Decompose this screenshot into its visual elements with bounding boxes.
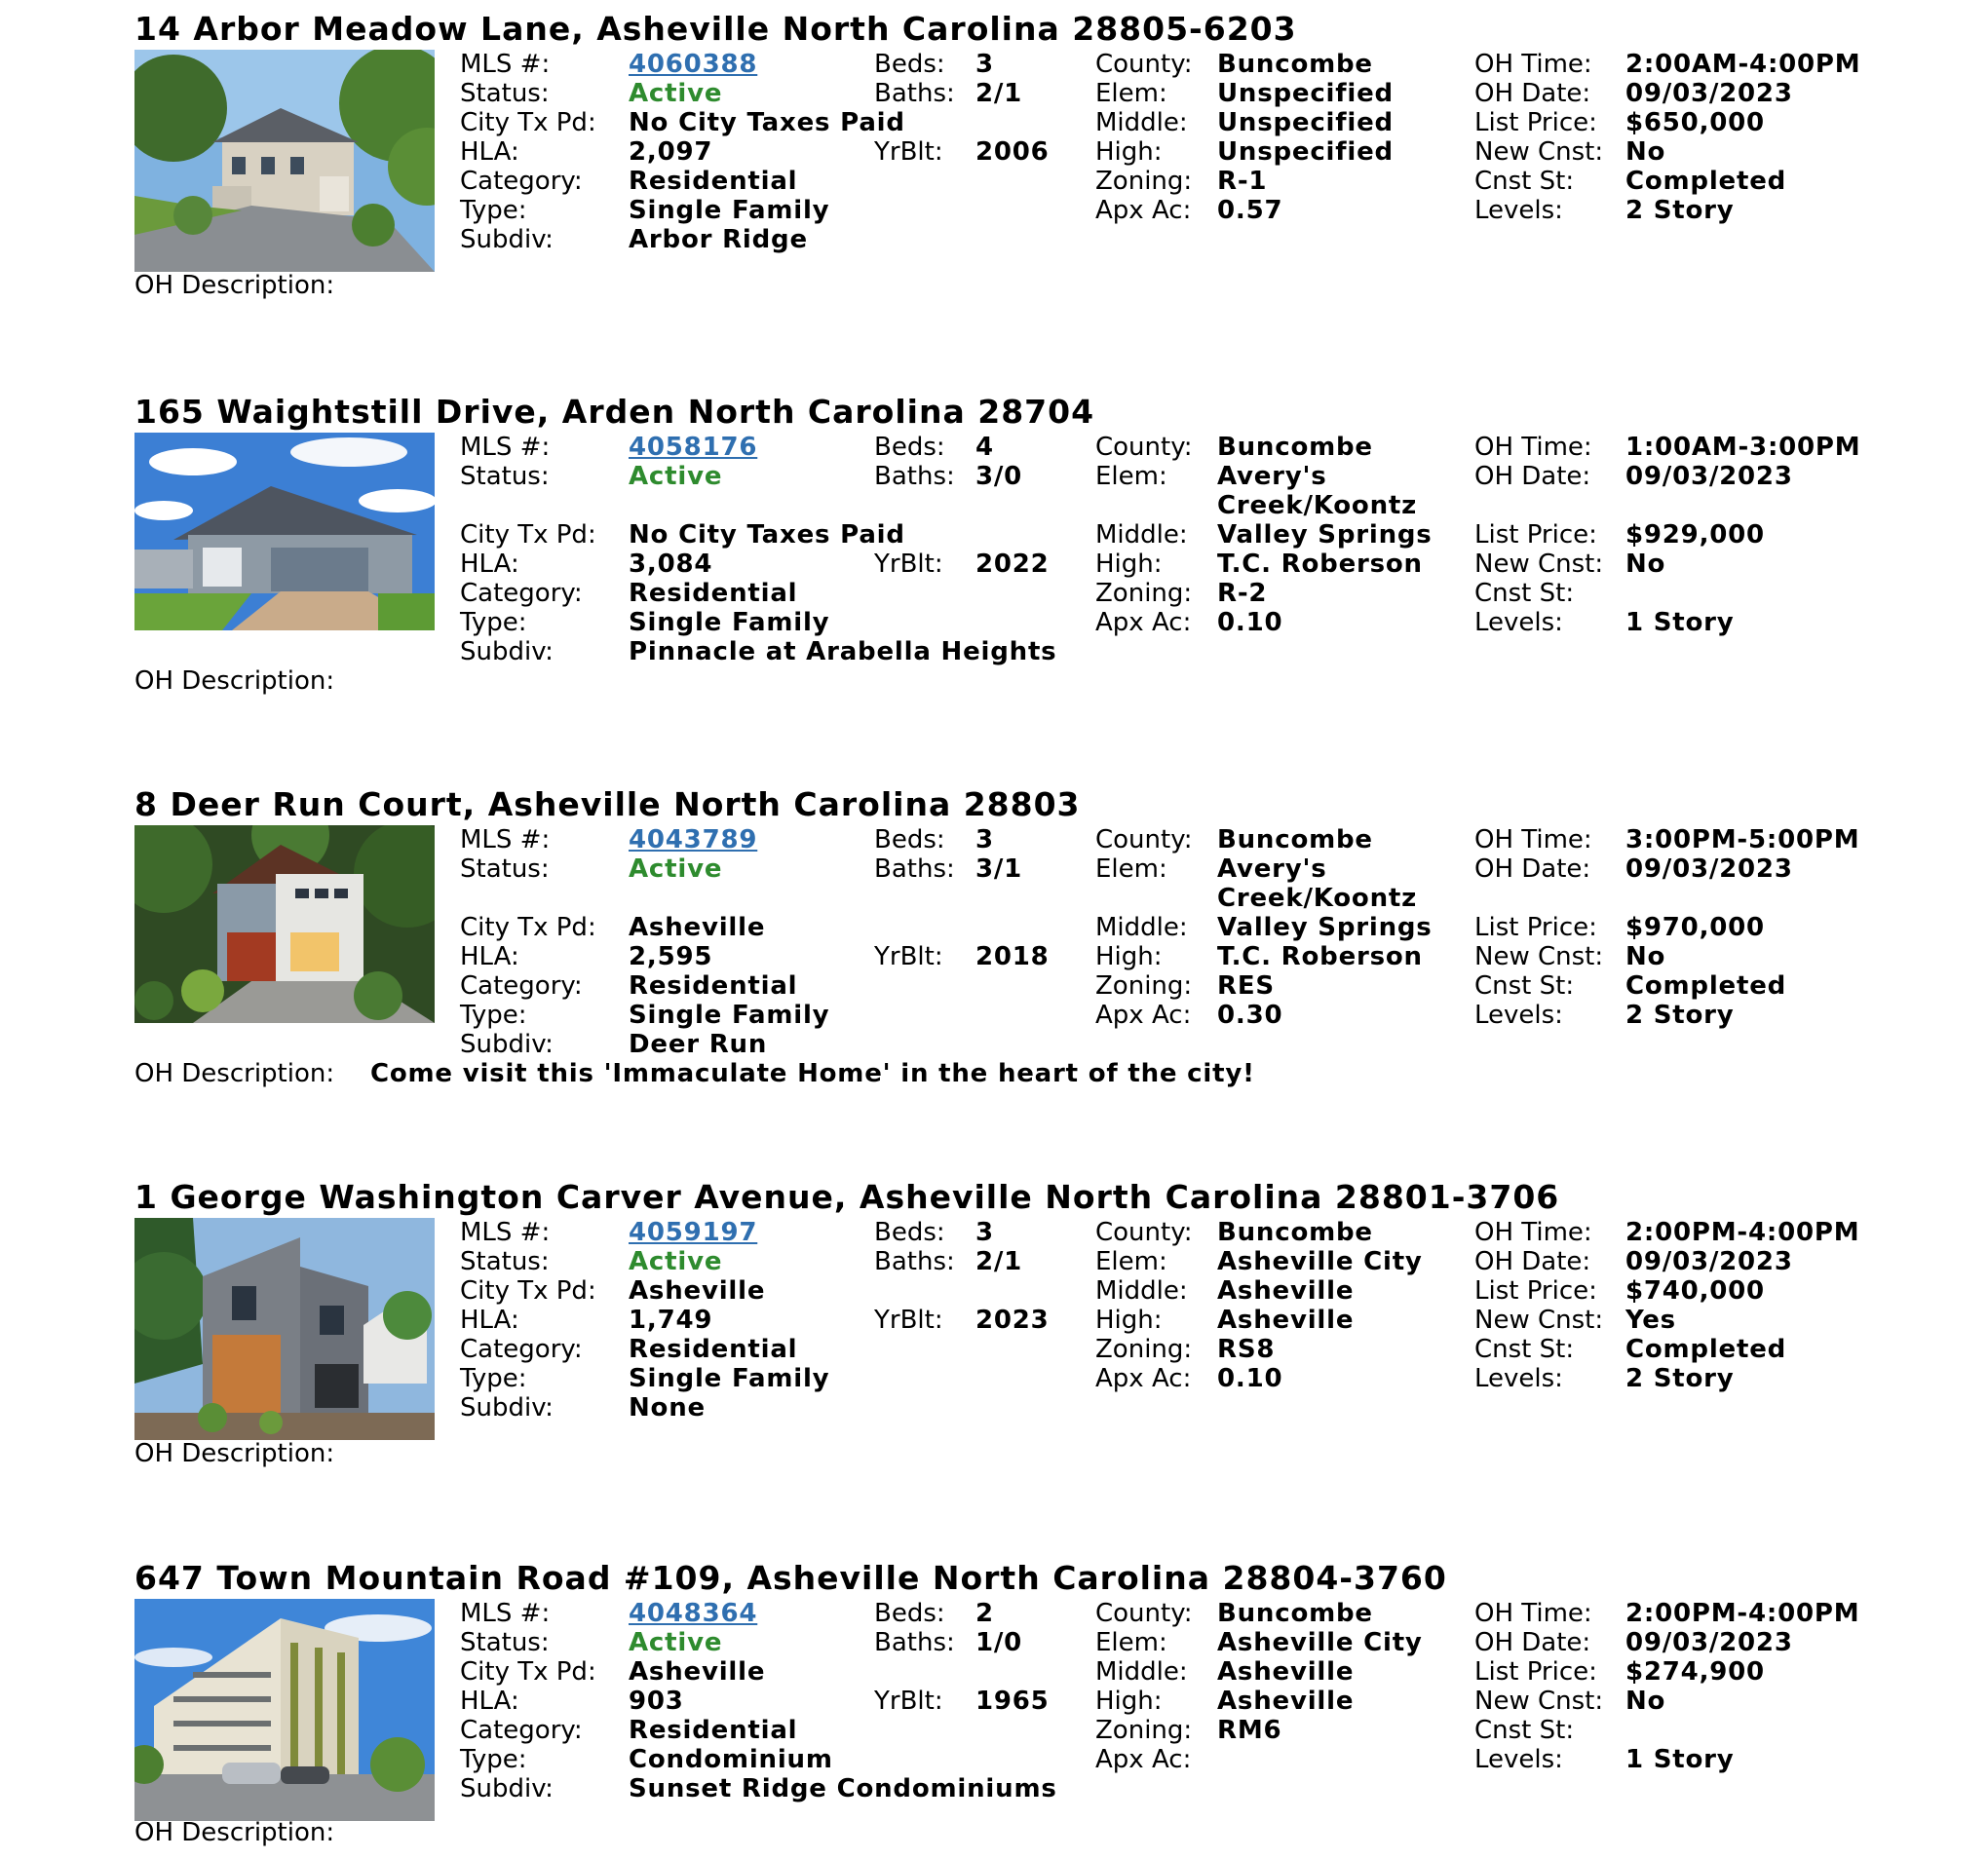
category-label: Category: [460, 1335, 583, 1364]
acres-label: Apx Ac: [1095, 196, 1192, 225]
oh-time-label: OH Time: [1474, 50, 1592, 79]
elem-value: Asheville City [1217, 1247, 1423, 1276]
hla-value: 3,084 [629, 550, 713, 579]
type-label: Type: [460, 196, 527, 225]
hla-label: HLA: [460, 1687, 519, 1716]
list-price-label: List Price: [1474, 108, 1597, 137]
list-price-value: $274,900 [1625, 1657, 1765, 1687]
cnst-st-label: Cnst St: [1474, 579, 1575, 608]
middle-value: Valley Springs [1217, 520, 1433, 550]
mls-label: MLS #: [460, 825, 551, 854]
yrblt-value: 2006 [975, 137, 1050, 167]
craftsman-house-blue-sky-photo [134, 433, 435, 630]
cnst-st-label: Cnst St: [1474, 1716, 1575, 1745]
new-cnst-label: New Cnst: [1474, 1687, 1604, 1716]
subdiv-value: Arbor Ridge [629, 225, 808, 254]
mls-number-link[interactable]: 4059197 [629, 1218, 758, 1247]
oh-time-value: 1:00AM-3:00PM [1625, 433, 1861, 462]
high-label: High: [1095, 1687, 1163, 1716]
middle-label: Middle: [1095, 108, 1188, 137]
county-value: Buncombe [1217, 825, 1373, 854]
listing-address: 647 Town Mountain Road #109, Asheville North Carolina 28804-3760 [134, 1559, 1447, 1597]
hla-label: HLA: [460, 137, 519, 167]
oh-date-value: 09/03/2023 [1625, 79, 1793, 108]
city-tax-label: City Tx Pd: [460, 1657, 596, 1687]
high-label: High: [1095, 137, 1163, 167]
oh-time-value: 2:00PM-4:00PM [1625, 1599, 1860, 1628]
zoning-value: RM6 [1217, 1716, 1282, 1745]
oh-time-value: 2:00AM-4:00PM [1625, 50, 1861, 79]
listing-photo[interactable] [134, 1218, 435, 1440]
beds-value: 3 [975, 1218, 994, 1247]
city-tax-value: Asheville [629, 1276, 766, 1306]
middle-value: Asheville [1217, 1657, 1355, 1687]
subdiv-label: Subdiv: [460, 637, 554, 666]
hla-label: HLA: [460, 1306, 519, 1335]
levels-label: Levels: [1474, 1001, 1563, 1030]
list-price-label: List Price: [1474, 520, 1597, 550]
cnst-st-value: Completed [1625, 971, 1787, 1001]
two-story-house-with-garage-photo [134, 50, 435, 272]
zoning-value: R-2 [1217, 579, 1268, 608]
yrblt-label: YrBlt: [874, 1687, 943, 1716]
new-cnst-value: No [1625, 137, 1666, 167]
cnst-st-label: Cnst St: [1474, 167, 1575, 196]
cnst-st-value: Completed [1625, 167, 1787, 196]
beds-label: Beds: [874, 50, 945, 79]
levels-label: Levels: [1474, 196, 1563, 225]
category-label: Category: [460, 1716, 583, 1745]
oh-description-label: OH Description: [134, 666, 335, 696]
category-value: Residential [629, 1716, 798, 1745]
subdiv-value: Deer Run [629, 1030, 768, 1059]
listing-address: 165 Waightstill Drive, Arden North Carolina 28704 [134, 393, 1095, 431]
list-price-value: $650,000 [1625, 108, 1765, 137]
beds-value: 3 [975, 825, 994, 854]
beds-label: Beds: [874, 1218, 945, 1247]
baths-label: Baths: [874, 854, 955, 884]
levels-label: Levels: [1474, 608, 1563, 637]
high-value: Asheville [1217, 1306, 1355, 1335]
oh-description-value: Come visit this 'Immaculate Home' in the heart of the city! [370, 1059, 1255, 1088]
beds-label: Beds: [874, 1599, 945, 1628]
levels-value: 2 Story [1625, 196, 1735, 225]
city-tax-value: No City Taxes Paid [629, 520, 905, 550]
levels-label: Levels: [1474, 1364, 1563, 1393]
oh-date-value: 09/03/2023 [1625, 1628, 1793, 1657]
county-value: Buncombe [1217, 433, 1373, 462]
listing-photo[interactable] [134, 433, 435, 630]
list-price-label: List Price: [1474, 1276, 1597, 1306]
subdiv-value: None [629, 1393, 706, 1423]
subdiv-label: Subdiv: [460, 1393, 554, 1423]
oh-date-value: 09/03/2023 [1625, 462, 1793, 491]
zoning-value: RES [1217, 971, 1275, 1001]
zoning-value: R-1 [1217, 167, 1268, 196]
oh-date-label: OH Date: [1474, 854, 1591, 884]
city-tax-value: Asheville [629, 913, 766, 942]
listing-address: 8 Deer Run Court, Asheville North Carolina 28803 [134, 785, 1081, 823]
zoning-label: Zoning: [1095, 167, 1193, 196]
elem-value: Asheville City [1217, 1628, 1423, 1657]
acres-label: Apx Ac: [1095, 1364, 1192, 1393]
elem-label: Elem: [1095, 1247, 1167, 1276]
status-value: Active [629, 854, 723, 884]
hla-value: 2,595 [629, 942, 713, 971]
type-label: Type: [460, 608, 527, 637]
yrblt-label: YrBlt: [874, 942, 943, 971]
new-cnst-value: No [1625, 550, 1666, 579]
listing-photo[interactable] [134, 1599, 435, 1821]
listing-card [134, 10, 1947, 302]
high-label: High: [1095, 550, 1163, 579]
oh-time-label: OH Time: [1474, 433, 1592, 462]
elem-value-line2: Creek/Koontz [1217, 491, 1418, 520]
baths-value: 3/0 [975, 462, 1023, 491]
middle-label: Middle: [1095, 913, 1188, 942]
levels-value: 1 Story [1625, 608, 1735, 637]
mls-label: MLS #: [460, 1218, 551, 1247]
new-cnst-value: No [1625, 942, 1666, 971]
beds-value: 2 [975, 1599, 994, 1628]
baths-value: 2/1 [975, 1247, 1023, 1276]
new-cnst-value: No [1625, 1687, 1666, 1716]
list-price-value: $740,000 [1625, 1276, 1765, 1306]
oh-date-value: 09/03/2023 [1625, 854, 1793, 884]
beds-value: 3 [975, 50, 994, 79]
high-value: T.C. Roberson [1217, 942, 1423, 971]
yrblt-value: 2018 [975, 942, 1050, 971]
modern-house-in-woods-photo [134, 825, 435, 1023]
status-value: Active [629, 1247, 723, 1276]
list-price-label: List Price: [1474, 913, 1597, 942]
type-label: Type: [460, 1364, 527, 1393]
cnst-st-value: Completed [1625, 1335, 1787, 1364]
listing-address: 14 Arbor Meadow Lane, Asheville North Carolina 28805-6203 [134, 10, 1297, 48]
hla-label: HLA: [460, 942, 519, 971]
hla-value: 903 [629, 1687, 684, 1716]
levels-value: 2 Story [1625, 1364, 1735, 1393]
acres-value: 0.30 [1217, 1001, 1283, 1030]
city-tax-label: City Tx Pd: [460, 108, 596, 137]
county-label: County: [1095, 1218, 1193, 1247]
listing-photo[interactable] [134, 825, 435, 1023]
type-value: Single Family [629, 1364, 830, 1393]
middle-value: Valley Springs [1217, 913, 1433, 942]
listing-card [134, 393, 1947, 695]
elem-value-line1: Avery's [1217, 854, 1327, 884]
mls-number-link[interactable]: 4058176 [629, 433, 758, 462]
condominium-building-photo [134, 1599, 435, 1821]
city-tax-label: City Tx Pd: [460, 1276, 596, 1306]
oh-description-label: OH Description: [134, 1059, 335, 1088]
new-cnst-label: New Cnst: [1474, 550, 1604, 579]
subdiv-label: Subdiv: [460, 225, 554, 254]
zoning-label: Zoning: [1095, 1335, 1193, 1364]
type-value: Condominium [629, 1745, 833, 1774]
oh-time-label: OH Time: [1474, 825, 1592, 854]
status-label: Status: [460, 462, 550, 491]
county-label: County: [1095, 1599, 1193, 1628]
status-label: Status: [460, 1247, 550, 1276]
oh-description-label: OH Description: [134, 1439, 335, 1468]
new-cnst-value: Yes [1625, 1306, 1676, 1335]
zoning-label: Zoning: [1095, 579, 1193, 608]
listing-photo[interactable] [134, 50, 435, 272]
hla-value: 2,097 [629, 137, 713, 167]
oh-date-value: 09/03/2023 [1625, 1247, 1793, 1276]
oh-date-label: OH Date: [1474, 1628, 1591, 1657]
middle-label: Middle: [1095, 1276, 1188, 1306]
status-label: Status: [460, 79, 550, 108]
status-value: Active [629, 79, 723, 108]
high-label: High: [1095, 942, 1163, 971]
status-value: Active [629, 462, 723, 491]
county-label: County: [1095, 825, 1193, 854]
oh-date-label: OH Date: [1474, 79, 1591, 108]
category-value: Residential [629, 579, 798, 608]
elem-label: Elem: [1095, 854, 1167, 884]
acres-label: Apx Ac: [1095, 1745, 1192, 1774]
city-tax-value: Asheville [629, 1657, 766, 1687]
category-label: Category: [460, 971, 583, 1001]
elem-value-line2: Creek/Koontz [1217, 884, 1418, 913]
levels-value: 1 Story [1625, 1745, 1735, 1774]
type-label: Type: [460, 1745, 527, 1774]
elem-label: Elem: [1095, 1628, 1167, 1657]
mls-number-link[interactable]: 4048364 [629, 1599, 758, 1628]
subdiv-value: Pinnacle at Arabella Heights [629, 637, 1057, 666]
list-price-value: $929,000 [1625, 520, 1765, 550]
yrblt-label: YrBlt: [874, 137, 943, 167]
middle-value: Asheville [1217, 1276, 1355, 1306]
oh-time-label: OH Time: [1474, 1218, 1592, 1247]
status-label: Status: [460, 1628, 550, 1657]
subdiv-label: Subdiv: [460, 1774, 554, 1803]
mls-number-link[interactable]: 4043789 [629, 825, 758, 854]
type-value: Single Family [629, 608, 830, 637]
beds-label: Beds: [874, 433, 945, 462]
oh-date-label: OH Date: [1474, 462, 1591, 491]
beds-value: 4 [975, 433, 994, 462]
hla-label: HLA: [460, 550, 519, 579]
baths-label: Baths: [874, 462, 955, 491]
baths-value: 2/1 [975, 79, 1023, 108]
high-value: Asheville [1217, 1687, 1355, 1716]
category-value: Residential [629, 971, 798, 1001]
listing-card [134, 785, 1947, 1097]
middle-label: Middle: [1095, 1657, 1188, 1687]
acres-value: 0.10 [1217, 1364, 1283, 1393]
city-tax-label: City Tx Pd: [460, 520, 596, 550]
type-value: Single Family [629, 1001, 830, 1030]
baths-value: 1/0 [975, 1628, 1023, 1657]
city-tax-label: City Tx Pd: [460, 913, 596, 942]
oh-time-label: OH Time: [1474, 1599, 1592, 1628]
category-label: Category: [460, 167, 583, 196]
high-value: Unspecified [1217, 137, 1394, 167]
yrblt-value: 2022 [975, 550, 1050, 579]
status-label: Status: [460, 854, 550, 884]
county-label: County: [1095, 50, 1193, 79]
beds-label: Beds: [874, 825, 945, 854]
status-value: Active [629, 1628, 723, 1657]
elem-value: Unspecified [1217, 79, 1394, 108]
county-value: Buncombe [1217, 50, 1373, 79]
acres-value: 0.57 [1217, 196, 1283, 225]
middle-value: Unspecified [1217, 108, 1394, 137]
listing-card [134, 1178, 1947, 1480]
elem-label: Elem: [1095, 79, 1167, 108]
baths-label: Baths: [874, 1628, 955, 1657]
county-value: Buncombe [1217, 1599, 1373, 1628]
type-label: Type: [460, 1001, 527, 1030]
baths-label: Baths: [874, 1247, 955, 1276]
new-cnst-label: New Cnst: [1474, 942, 1604, 971]
baths-label: Baths: [874, 79, 955, 108]
elem-label: Elem: [1095, 462, 1167, 491]
category-label: Category: [460, 579, 583, 608]
subdiv-value: Sunset Ridge Condominiums [629, 1774, 1057, 1803]
mls-label: MLS #: [460, 433, 551, 462]
elem-value-line1: Avery's [1217, 462, 1327, 491]
new-cnst-label: New Cnst: [1474, 137, 1604, 167]
cnst-st-label: Cnst St: [1474, 971, 1575, 1001]
yrblt-label: YrBlt: [874, 1306, 943, 1335]
county-label: County: [1095, 433, 1193, 462]
middle-label: Middle: [1095, 520, 1188, 550]
modern-gray-house-photo [134, 1218, 435, 1440]
category-value: Residential [629, 167, 798, 196]
category-value: Residential [629, 1335, 798, 1364]
mls-label: MLS #: [460, 50, 551, 79]
yrblt-value: 2023 [975, 1306, 1050, 1335]
baths-value: 3/1 [975, 854, 1023, 884]
list-price-value: $970,000 [1625, 913, 1765, 942]
county-value: Buncombe [1217, 1218, 1373, 1247]
oh-date-label: OH Date: [1474, 1247, 1591, 1276]
oh-time-value: 2:00PM-4:00PM [1625, 1218, 1860, 1247]
new-cnst-label: New Cnst: [1474, 1306, 1604, 1335]
zoning-label: Zoning: [1095, 971, 1193, 1001]
mls-number-link[interactable]: 4060388 [629, 50, 758, 79]
subdiv-label: Subdiv: [460, 1030, 554, 1059]
list-price-label: List Price: [1474, 1657, 1597, 1687]
levels-value: 2 Story [1625, 1001, 1735, 1030]
high-label: High: [1095, 1306, 1163, 1335]
hla-value: 1,749 [629, 1306, 713, 1335]
type-value: Single Family [629, 196, 830, 225]
oh-time-value: 3:00PM-5:00PM [1625, 825, 1860, 854]
mls-label: MLS #: [460, 1599, 551, 1628]
oh-description-label: OH Description: [134, 271, 335, 300]
city-tax-value: No City Taxes Paid [629, 108, 905, 137]
listing-card [134, 1559, 1947, 1851]
cnst-st-label: Cnst St: [1474, 1335, 1575, 1364]
yrblt-label: YrBlt: [874, 550, 943, 579]
acres-value: 0.10 [1217, 608, 1283, 637]
zoning-label: Zoning: [1095, 1716, 1193, 1745]
yrblt-value: 1965 [975, 1687, 1050, 1716]
listing-address: 1 George Washington Carver Avenue, Asheville North Carolina 28801-3706 [134, 1178, 1560, 1216]
acres-label: Apx Ac: [1095, 1001, 1192, 1030]
oh-description-label: OH Description: [134, 1818, 335, 1847]
acres-label: Apx Ac: [1095, 608, 1192, 637]
zoning-value: RS8 [1217, 1335, 1276, 1364]
levels-label: Levels: [1474, 1745, 1563, 1774]
high-value: T.C. Roberson [1217, 550, 1423, 579]
